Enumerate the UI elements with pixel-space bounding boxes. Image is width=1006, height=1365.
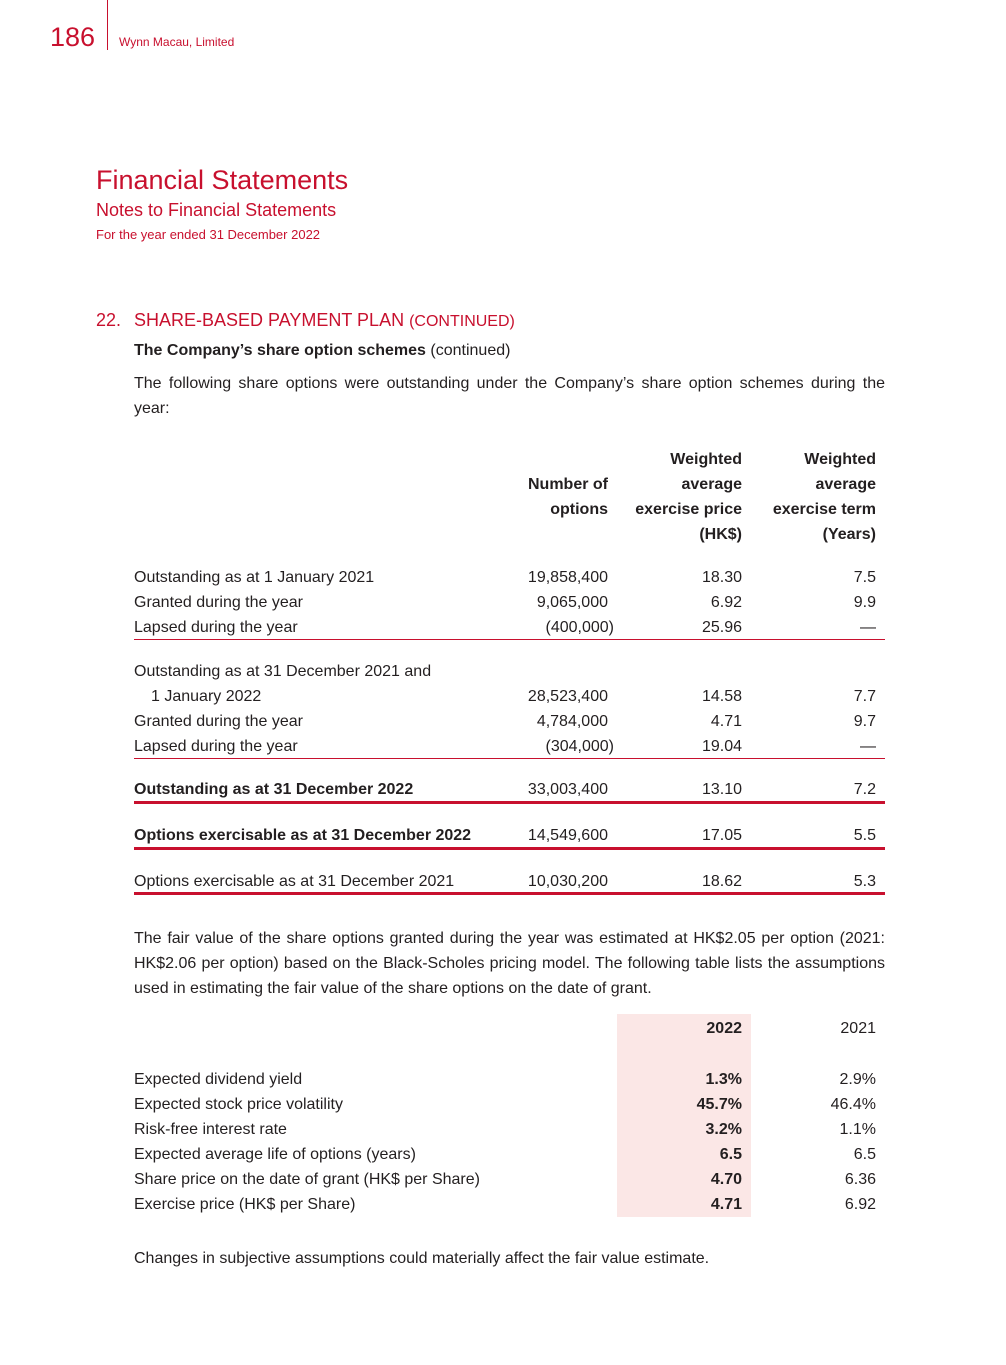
table-row [134, 709, 885, 734]
assumption-row [134, 1067, 885, 1092]
row-term: 7.5 [853, 569, 876, 586]
fair-value-paragraph: The fair value of the share options granted during the year was estimated at HK$2.05 per option (2021: HK$2.06 per option) based on the Black-Scholes pricing model. The following table lists the assumptions used in estimating the fair value of the share options on the date of grant. [134, 930, 885, 997]
table-row-total [134, 777, 885, 802]
row-label: Options exercisable as at 31 December 2022 [134, 827, 472, 844]
row-options: 33,003,400 [527, 781, 608, 798]
row-price: 4.71 [710, 713, 742, 730]
table-row-total [134, 823, 885, 848]
row-options: 9,065,000 [536, 594, 608, 611]
reporting-period: For the year ended 31 December 2022 [96, 227, 321, 242]
assumption-row [134, 1117, 885, 1142]
row-label: Outstanding as at 31 December 2021 and [134, 663, 432, 680]
table-row [134, 869, 885, 894]
assumption-2022: 3.2% [705, 1121, 742, 1138]
row-options: (400,000) [545, 619, 614, 636]
table-row [134, 615, 885, 640]
total-rule [134, 801, 885, 804]
row-price: 14.58 [701, 688, 742, 705]
year-prior-header: 2021 [840, 1020, 876, 1037]
assumptions-header-row [134, 1016, 885, 1041]
assumption-2021: 6.92 [844, 1196, 876, 1213]
table-row [134, 684, 885, 709]
row-options: 14,549,600 [527, 827, 608, 844]
section-title-suffix: (CONTINUED) [409, 313, 515, 330]
row-price: 13.10 [701, 781, 742, 798]
closing-paragraph: Changes in subjective assumptions could materially affect the fair value estimate. [134, 1250, 710, 1267]
assumption-2022: 45.7% [696, 1096, 742, 1113]
header-divider [107, 0, 108, 50]
total-rule [134, 847, 885, 850]
subtotal-rule [134, 639, 885, 640]
assumption-2021: 1.1% [839, 1121, 876, 1138]
row-term: — [860, 738, 876, 755]
assumption-label: Share price on the date of grant (HK$ per Share) [134, 1171, 480, 1188]
subsection-heading [134, 342, 510, 360]
row-label: Lapsed during the year [134, 738, 298, 755]
assumption-2022: 4.70 [710, 1171, 742, 1188]
intro-paragraph: The following share options were outstanding under the Company’s share option schemes during the year: [134, 375, 885, 417]
assumption-2021: 2.9% [839, 1071, 876, 1088]
row-options: 19,858,400 [527, 569, 608, 586]
table-row [134, 734, 885, 759]
col-header-term-1: Weighted [804, 451, 876, 468]
row-options: 4,784,000 [536, 713, 608, 730]
page-subtitle: Notes to Financial Statements [96, 200, 337, 220]
row-label: Outstanding as at 31 December 2022 [134, 781, 414, 798]
section-number: 22. [96, 310, 122, 330]
col-header-price-3: exercise price [635, 501, 742, 518]
section-title: SHARE-BASED PAYMENT PLAN [134, 310, 405, 330]
table-row [134, 565, 885, 590]
row-label: Outstanding as at 1 January 2021 [134, 569, 375, 586]
assumption-2022: 4.71 [710, 1196, 742, 1213]
row-label: Granted during the year [134, 713, 303, 730]
col-header-term-3: exercise term [772, 501, 876, 518]
subsection-title: The Company’s share option schemes [134, 342, 426, 359]
year-current-header: 2022 [706, 1020, 742, 1037]
row-options: 28,523,400 [527, 688, 608, 705]
col-header-price-1: Weighted [670, 451, 742, 468]
row-price: 18.62 [701, 873, 742, 890]
total-rule [134, 892, 885, 895]
row-term: 9.9 [853, 594, 876, 611]
assumption-row [134, 1192, 885, 1217]
row-options: 10,030,200 [527, 873, 608, 890]
row-term: 7.2 [853, 781, 876, 798]
row-options: (304,000) [545, 738, 614, 755]
table-row [134, 659, 885, 684]
col-header-options-2: options [550, 501, 608, 518]
assumption-row [134, 1167, 885, 1192]
assumption-row [134, 1142, 885, 1167]
row-term: — [860, 619, 876, 636]
col-header-options-1: Number of [528, 476, 608, 493]
row-price: 25.96 [701, 619, 742, 636]
row-label-continued: 1 January 2022 [151, 688, 262, 705]
subsection-suffix: (continued) [430, 342, 511, 359]
subtotal-rule [134, 758, 885, 759]
row-term: 7.7 [853, 688, 876, 705]
assumption-label: Expected dividend yield [134, 1071, 303, 1088]
assumption-row [134, 1092, 885, 1117]
row-term: 9.7 [853, 713, 876, 730]
row-label: Options exercisable as at 31 December 2021 [134, 873, 455, 890]
col-header-term-4: (Years) [822, 526, 876, 543]
row-term: 5.5 [853, 827, 876, 844]
assumption-label: Exercise price (HK$ per Share) [134, 1196, 356, 1213]
row-term: 5.3 [853, 873, 876, 890]
row-price: 17.05 [701, 827, 742, 844]
col-header-price-2: average [681, 476, 742, 493]
row-price: 19.04 [701, 738, 742, 755]
company-name: Wynn Macau, Limited [119, 35, 235, 49]
col-header-price-4: (HK$) [699, 526, 742, 543]
row-label: Lapsed during the year [134, 619, 298, 636]
page-title: Financial Statements [96, 165, 349, 195]
assumption-2021: 46.4% [830, 1096, 876, 1113]
section-heading [96, 310, 515, 331]
row-price: 18.30 [701, 569, 742, 586]
assumption-2021: 6.5 [853, 1146, 876, 1163]
col-header-term-2: average [815, 476, 876, 493]
table-row [134, 590, 885, 615]
assumption-label: Expected average life of options (years) [134, 1146, 416, 1163]
row-price: 6.92 [710, 594, 742, 611]
assumption-2022: 6.5 [719, 1146, 742, 1163]
row-label: Granted during the year [134, 594, 303, 611]
assumption-2021: 6.36 [844, 1171, 876, 1188]
page-number: 186 [50, 22, 96, 52]
assumption-2022: 1.3% [705, 1071, 742, 1088]
assumption-label: Expected stock price volatility [134, 1096, 343, 1113]
assumption-label: Risk-free interest rate [134, 1121, 287, 1138]
